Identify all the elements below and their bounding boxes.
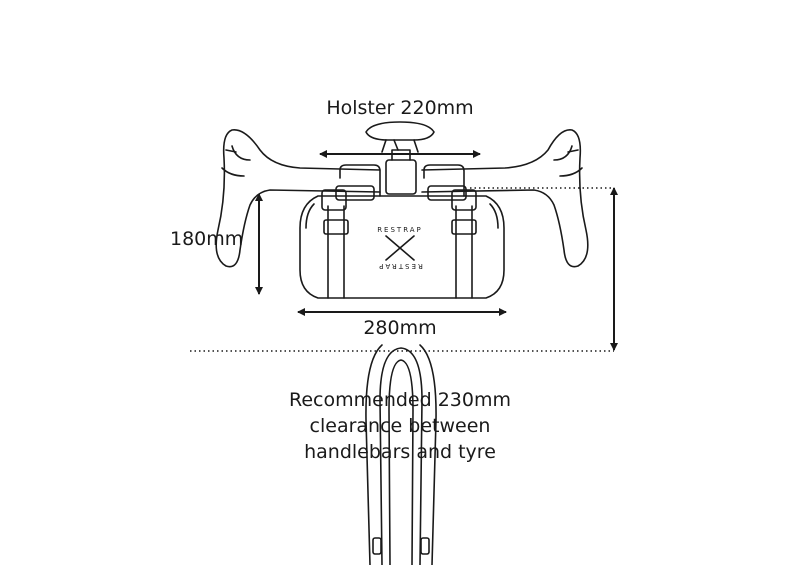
clearance-label-line-1: Recommended 230mm [289, 389, 511, 411]
bag-width-label: 280mm [363, 317, 437, 339]
saddle-holster [366, 122, 434, 152]
bag-clip-left [322, 165, 380, 210]
holster-width-label: Holster 220mm [326, 97, 474, 119]
bag-height-label: 180mm [170, 228, 244, 250]
logo-text-bottom: RESTRAP [377, 262, 423, 270]
clearance-label-line-3: handlebars and tyre [304, 441, 496, 463]
logo-text-top: RESTRAP [377, 226, 423, 234]
clearance-label [250, 387, 550, 465]
stem [386, 150, 416, 194]
restrap-logo [386, 236, 414, 260]
handlebar-right [422, 130, 588, 267]
bag-clip-right [424, 165, 476, 210]
clearance-label-line-2: clearance between [309, 415, 491, 437]
